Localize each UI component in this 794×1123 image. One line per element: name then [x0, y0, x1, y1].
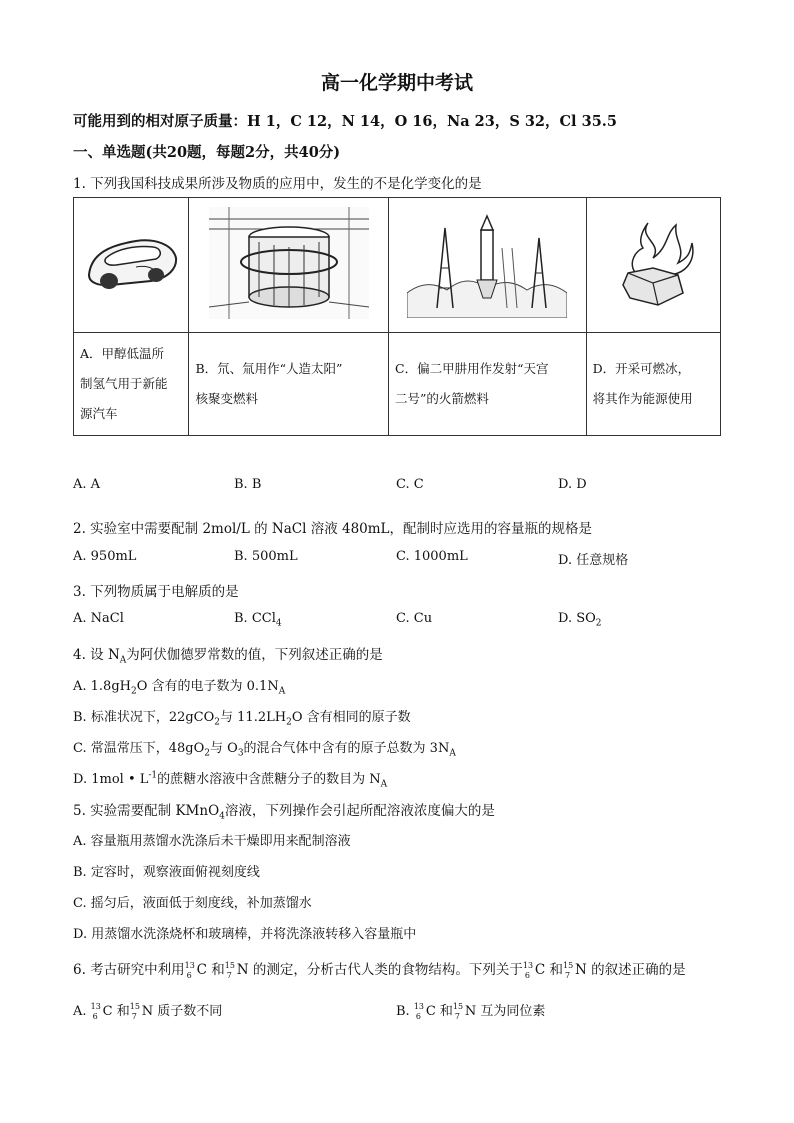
q3-option-a: A. NaCl: [73, 611, 124, 626]
atomic-masses-line: 可能用到的相对原子质量：H 1，C 12，N 14，O 16，Na 23，S 32，Cl 35.5: [73, 113, 617, 130]
figure-cell-d: [586, 198, 720, 333]
question-3-stem: 3. 下列物质属于电解质的是: [73, 584, 239, 600]
question-6-stem: 6. 考古研究中利用 13 6 C 和 15 7 N 的测定，分析古代人类的食物结构。下列关于 13 6 C 和 15 7 N 的叙述正确的是: [73, 961, 686, 980]
q2-option-c: C. 1000mL: [396, 549, 468, 564]
option-b-caption: B．氘、氚用作“人造太阳” 核聚变燃料: [189, 333, 389, 436]
fusion-reactor-illustration-icon: [209, 207, 369, 319]
figure-cell-a: [74, 198, 189, 333]
q4-option-b: B. 标准状况下，22gCO$_2$与 $11.2LH_2O$ 含有相同的原子数: [73, 710, 411, 728]
q2-option-a: A. 950mL: [73, 549, 137, 564]
q6-option-a: A. 13 6 C 和 15 7 N 质子数不同: [73, 1002, 223, 1021]
rocket-launch-illustration-icon: [407, 208, 567, 318]
figure-cell-c: [389, 198, 587, 333]
section-heading: 一、单选题(共20题，每题2分，共40分): [73, 144, 341, 161]
figure-cell-b: [189, 198, 389, 333]
q5-option-b: B. 定容时，观察液面俯视刻度线: [73, 865, 260, 880]
q1-option-d: D. D: [558, 477, 587, 492]
question-4-stem: 4. 设 $N_A$为阿伏伽德罗常数的值，下列叙述正确的是: [73, 647, 383, 666]
q4-option-c: C. 常温常压下，$48gO_2$与 $O_3$的混合气体中含有的原子总数为 $3N_A$: [73, 741, 456, 759]
question-2-stem: 2. 实验室中需要配制 2mol/L 的 NaCl 溶液 480mL，配制时应选用的容量瓶的规格是: [73, 521, 593, 537]
q1-option-b: B. B: [234, 477, 262, 492]
option-c-caption: C．偏二甲肼用作发射“天宫 二号”的火箭燃料: [389, 333, 587, 436]
q4-option-d: D. 1mol • $L^{-1}$的蔗糖水溶液中含蔗糖分子的数目为 $N_A$: [73, 770, 388, 790]
car-illustration-icon: [81, 223, 181, 303]
burning-ice-illustration-icon: [608, 213, 698, 313]
question-1-figure-table: [73, 197, 721, 436]
q4-option-a: A. $1.8gH_2O$ 含有的电子数为 $0.1N_A$: [73, 679, 286, 697]
q2-option-b: B. 500mL: [234, 549, 298, 564]
q5-option-d: D. 用蒸馏水洗涤烧杯和玻璃棒，并将洗涤液转移入容量瓶中: [73, 927, 417, 942]
q1-option-c: C. C: [396, 477, 424, 492]
option-d-caption: D．开采可燃冰， 将其作为能源使用: [586, 333, 720, 436]
q5-option-c: C. 摇匀后，液面低于刻度线，补加蒸馏水: [73, 896, 312, 911]
page-title: 高一化学期中考试: [320, 72, 473, 94]
q2-option-d: D. 任意规格: [558, 553, 629, 568]
question-1-stem: 1. 下列我国科技成果所涉及物质的应用中，发生的不是化学变化的是: [73, 176, 482, 192]
q1-option-a: A. A: [73, 477, 101, 492]
q5-option-a: A. 容量瓶用蒸馏水洗涤后未干燥即用来配制溶液: [73, 834, 351, 849]
option-a-caption: A．甲醇低温所 制氢气用于新能 源汽车: [74, 333, 189, 436]
q3-option-c: C. Cu: [396, 611, 433, 626]
q3-option-b: B. CCl$_4$: [234, 611, 282, 629]
q6-option-b: B. 13 6 C 和 15 7 N 互为同位素: [396, 1002, 546, 1021]
question-5-stem: 5. 实验需要配制 KMnO$_4$溶液，下列操作会引起所配溶液浓度偏大的是: [73, 803, 495, 822]
q3-option-d: D. $SO_2$: [558, 611, 602, 629]
